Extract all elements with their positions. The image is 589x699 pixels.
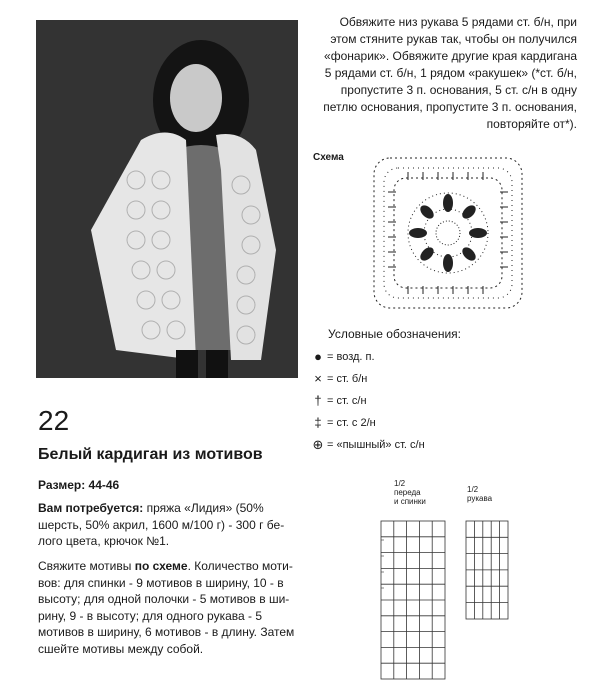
instructions-bold: по схеме (134, 559, 188, 573)
legend-title: Условные обозначения: (328, 327, 461, 341)
text-line: Обвяжите низ рукава 5 рядами ст. б/н, при (339, 15, 577, 29)
text-line: повторяйте от*). (486, 117, 577, 131)
legend-text: = ст. с 2/н (327, 417, 376, 429)
pattern-title: Белый кардиган из мотивов (38, 446, 263, 463)
legend-item (309, 412, 425, 434)
front-back-grid (378, 518, 448, 683)
motif-diagram (368, 152, 528, 322)
legend-text: = ст. с/н (327, 395, 367, 407)
instructions-line: сшейте мотивы между собой. (38, 641, 204, 656)
schema-label: Схема (313, 152, 344, 163)
text-line: 5 рядами ст. б/н, 1 рядом «ракушек» (*ст. б/н, (324, 66, 577, 80)
materials-line: шерсть, 50% акрил, 1600 м/100 г) - 300 г бе- (38, 517, 285, 532)
legend-item (309, 434, 425, 456)
puff-icon: ⊕ (312, 437, 324, 452)
materials-label: Вам потребуется: (38, 501, 144, 515)
legend-item (309, 346, 425, 368)
chart-label-line: 1/2 (394, 479, 406, 488)
cross-icon: × (314, 371, 322, 386)
pattern-number: 22 (38, 405, 70, 436)
tc-icon: ‡ (314, 415, 322, 430)
front-back-chart-label (394, 479, 426, 506)
legend-item (309, 390, 425, 412)
text-line: петлю основания, пропустите 3 п. основания, (323, 100, 577, 114)
materials-paragraph (38, 500, 300, 550)
legend-item (309, 368, 425, 390)
legend-text: = «пышный» ст. с/н (327, 439, 425, 451)
dc-icon: † (314, 393, 322, 408)
finishing-instructions (305, 14, 577, 133)
instructions-line: мотивов в ширину, 6 мотивов - в длину. Затем (38, 625, 295, 639)
model-photo (36, 20, 298, 378)
instructions-line: рину, 9 - в высоту; для одного рукава - 5 (38, 608, 263, 623)
instructions-text: . Количество моти- (187, 559, 293, 573)
legend-text: = ст. б/н (327, 373, 368, 385)
legend-text: = возд. п. (327, 351, 375, 363)
chart-label-line: и спинки (394, 497, 426, 506)
materials-text: пряжа «Лидия» (50% (143, 501, 264, 515)
size-line: Размер: 44-46 (38, 478, 120, 492)
legend (309, 346, 425, 456)
chart-label-line: рукава (467, 494, 493, 503)
chart-label-line: 1/2 (467, 485, 479, 494)
dot-icon: ● (314, 349, 322, 364)
instructions-text: Свяжите мотивы (38, 559, 135, 573)
instructions-paragraph (38, 558, 300, 657)
materials-line: лого цвета, крючок №1. (38, 534, 170, 548)
sleeve-chart-label (467, 485, 492, 503)
chart-label-line: переда (394, 488, 421, 497)
text-line: этом стяните рукав так, чтобы он получился (330, 32, 577, 46)
sleeve-grid (463, 518, 511, 623)
instructions-line: вов: для спинки - 9 мотивов в ширину, 10 - в (38, 575, 284, 590)
materials-line (38, 500, 300, 517)
text-line: пропустите 3 п. основания, 5 ст. с/н в одну (340, 83, 577, 97)
instructions-line: высоту; для одной полочки - 5 мотивов в ши- (38, 592, 290, 606)
text-line: «фонарик». Обвяжите другие края кардигана (324, 49, 577, 63)
instructions-line (38, 558, 300, 575)
